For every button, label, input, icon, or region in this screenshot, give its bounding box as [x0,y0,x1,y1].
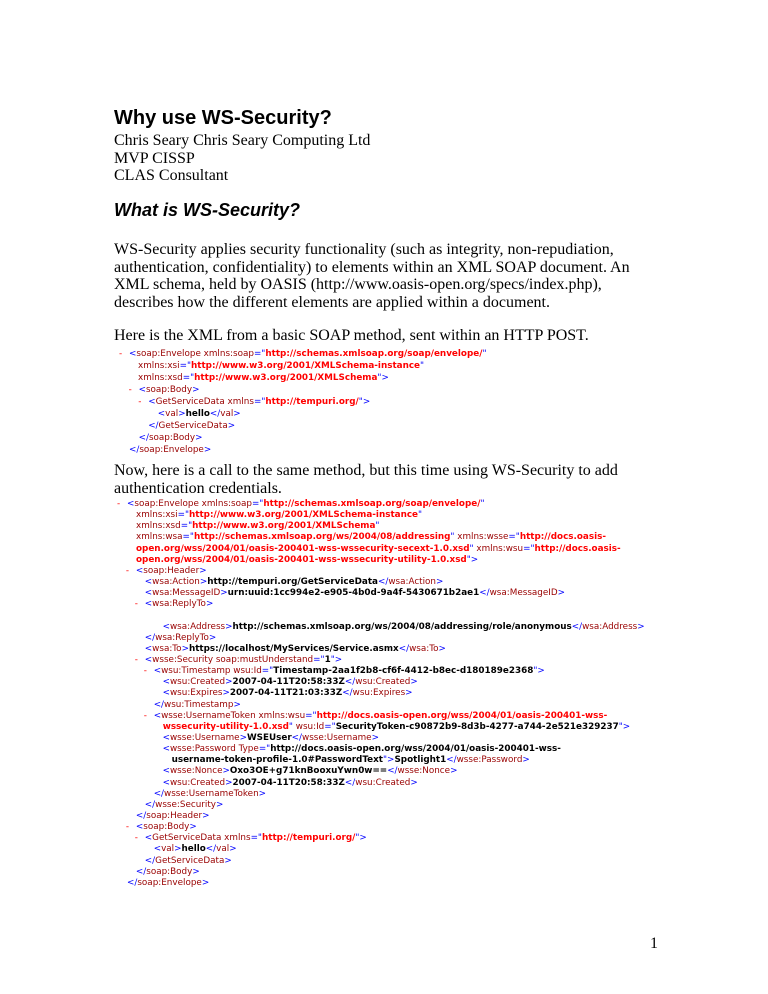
xml-markup: "> [377,373,389,383]
xml-markup: =" [251,499,264,509]
collapse-toggle[interactable]: - [134,599,138,610]
xml-line [0,744,645,755]
xml-markup: < [144,599,153,610]
xml-markup: =" [179,361,191,371]
xml-element-name: wsa:To [152,643,182,654]
xml-line [0,733,645,744]
xml-element-name: soap:Body [145,385,193,395]
xml-line [0,555,645,566]
xml-element-name: wsse:Password [456,755,523,766]
xml-markup: </ [446,755,457,766]
xml-markup: > [192,385,200,395]
collapse-toggle[interactable]: - [134,833,138,844]
xml-markup: < [144,654,153,665]
collapse-toggle[interactable]: - [119,349,123,359]
xml-markup: "> [358,397,371,407]
xml-element-name: val [220,409,234,419]
xml-markup: > [202,810,210,821]
xml-line [0,372,486,384]
xml-markup: > [410,677,418,688]
xml-line [0,755,645,766]
xml-text-value: 2007-04-11T21:03:33Z [229,688,343,699]
xml-attribute-name: xmlns:soap [200,349,254,359]
xml-line [0,878,645,889]
xml-line [0,844,645,855]
xml-text-value: http://schemas.xmlsoap.org/ws/2004/08/addressing/role/anonymous [232,621,572,632]
xml-markup: </ [144,632,156,643]
xml-element-name: wsse:Username [169,732,240,743]
xml-attribute-value: username-token-profile-1.0#PasswordText [171,755,384,766]
xml-markup: < [153,666,162,677]
xml-attribute-name: wsu:Id [292,721,325,732]
author-line: CLAS Consultant [114,167,229,184]
xml-markup: </ [127,877,138,888]
xml-markup: < [153,710,162,721]
xml-element-name: wsu:Created [169,677,226,688]
xml-line [0,811,645,822]
xml-markup: =" [313,654,325,665]
xml-markup: > [522,755,530,766]
xml-markup: " [288,721,293,732]
collapse-toggle[interactable]: - [138,397,142,407]
page-number: 1 [650,935,658,952]
xml-element-name: GetServiceData [155,397,225,407]
xml-markup: > [637,621,645,632]
xml-text-value: hello [185,409,210,419]
xml-line [0,599,645,610]
xml-markup: > [199,565,207,576]
xml-line [0,532,645,543]
xml-markup: "> [355,833,367,844]
xml-markup: < [162,732,170,743]
xml-line [0,408,486,420]
xml-markup: =" [182,532,194,543]
xml-line [0,789,645,800]
xml-element-name: wsu:Timestamp [164,699,234,710]
xml-line [0,384,486,396]
collapse-toggle[interactable]: - [128,385,132,395]
xml-markup: < [162,766,170,777]
xml-element-name: wsa:ReplyTo [155,632,209,643]
xml-text-value: 2007-04-11T20:58:33Z [232,677,345,688]
xml-namespace-value: http://www.w3.org/2001/XMLSchema [194,373,378,383]
xml-markup: > [225,677,233,688]
xml-attribute-value: SecurityToken-c90872b9-8d3b-4277-a744-2e521e329237 [335,721,619,732]
xml-markup: > [410,777,418,788]
xml-element-name: val [216,844,230,855]
xml-attribute-name: xmlns:xsi [136,510,178,521]
xml-element-name: wsse:Security [155,799,217,810]
xml-element-name: GetServiceData [152,833,222,844]
xml-markup: > [174,844,182,855]
xml-line [0,521,645,532]
xml-markup: " [375,521,380,532]
xml-markup: </ [387,766,398,777]
xml-markup: > [189,822,197,833]
xml-element-name: wsse:Nonce [169,766,223,777]
xml-markup: > [557,588,566,599]
xml-markup: "> [533,666,545,677]
xml-line [0,655,645,666]
xml-namespace-value: wssecurity-utility-1.0.xsd [162,721,289,732]
xml-element-name: wsu:Expires [169,688,223,699]
xml-attribute-value: Timestamp-2aa1f2b8-cf6f-4412-b8ec-d180189e2368 [273,666,534,677]
xml-markup: < [162,688,170,699]
xml-markup: > [208,632,217,643]
xml-markup: </ [342,688,353,699]
xml-markup: > [371,732,379,743]
xml-element-name: wsa:Address [169,621,226,632]
xml-element-name: wsa:To [409,643,439,654]
xml-markup: </ [571,621,583,632]
secure-soap-paragraph: Now, here is a call to the same method, but this time using WS-Security to add authentication credentials. [114,462,618,497]
xml-markup: > [201,877,210,888]
xml-markup: "> [383,755,395,766]
xml-markup: </ [153,699,165,710]
xml-line [0,622,645,633]
xml-markup: =" [253,397,266,407]
xml-markup: =" [258,744,271,755]
xml-markup: </ [135,866,147,877]
xml-line [0,644,645,655]
xml-markup: > [233,409,241,419]
xml-element-name: wsse:Username [302,732,372,743]
xml-markup: </ [129,445,140,455]
xml-markup: < [144,588,153,599]
xml-line [0,722,645,733]
xml-markup: > [405,688,413,699]
xml-markup: =" [182,373,195,383]
xml-markup: > [199,576,208,587]
xml-line [0,432,486,444]
xml-attribute-value: 1 [324,654,331,665]
collapse-toggle[interactable]: - [117,499,121,509]
xml-markup: < [127,499,135,509]
xml-markup: < [129,349,137,359]
xml-element-name: val [161,844,175,855]
xml-attribute-name: xmlns:xsd [138,373,183,383]
author-line: MVP CISSP [114,149,195,167]
xml-element-name: wsa:ReplyTo [152,599,206,610]
xml-markup: < [162,621,170,632]
xml-markup: > [203,445,212,455]
collapse-toggle[interactable]: - [125,565,130,576]
xml-element-name: soap:Header [146,810,203,821]
xml-markup: " [469,543,474,554]
xml-line [0,700,645,711]
xml-markup: < [135,822,144,833]
xml-markup: < [144,833,153,844]
xml-listing-ws-security [0,499,645,889]
xml-namespace-value: http://schemas.xmlsoap.org/ws/2004/08/addressing [193,532,451,543]
xml-attribute-name: xmlns:wsse [454,532,509,543]
xml-markup: </ [344,677,356,688]
xml-namespace-value: open.org/wss/2004/01/oasis-200401-wss-wssecurity-secext-1.0.xsd [136,543,470,554]
xml-attribute-value: http://docs.oasis-open.org/wss/2004/01/oasis-200401-wss- [270,744,561,755]
xml-namespace-value: http://tempuri.org/ [265,397,359,407]
xml-markup: </ [148,421,159,431]
xml-markup: > [233,699,241,710]
xml-line [0,833,645,844]
xml-markup: =" [180,521,193,532]
xml-element-name: wsu:Created [355,777,411,788]
xml-markup: </ [377,576,389,587]
xml-markup: < [148,397,156,407]
xml-namespace-value: http://docs.oasis-open.org/wss/2004/01/oasis-200401-wss- [316,710,608,721]
xml-line [0,766,645,777]
xml-markup: > [438,643,446,654]
xml-markup: > [227,421,236,431]
xml-element-name: wsse:Password [169,744,236,755]
collapse-toggle[interactable]: - [125,822,130,833]
xml-text-value: http://tempuri.org/GetServiceData [207,576,378,587]
xml-line [0,633,645,644]
xml-markup: < [138,385,146,395]
xml-namespace-value: http://schemas.xmlsoap.org/soap/envelope/ [265,349,483,359]
xml-markup: " [480,499,485,509]
xml-line [0,348,486,360]
xml-namespace-value: http://docs.oasis- [534,543,621,554]
xml-markup: </ [205,844,217,855]
xml-attribute-name: wsu:Id [230,666,262,677]
xml-text-value: Oxo3OE+g71knBooxuYwn0w== [229,766,388,777]
section-heading: What is WS-Security? [114,200,301,220]
xml-element-name: wsu:Timestamp [161,666,231,677]
xml-element-name: soap:Body [148,433,196,443]
xml-namespace-value: http://schemas.xmlsoap.org/soap/envelope/ [263,499,481,509]
xml-markup: =" [508,532,520,543]
xml-line [0,499,645,510]
xml-markup: </ [144,855,156,866]
xml-markup: > [239,732,247,743]
collapse-toggle[interactable]: - [134,654,138,665]
xml-line [0,566,645,577]
xml-attribute-name: xmlns [224,397,254,407]
xml-markup: > [216,799,224,810]
xml-markup: > [205,599,214,610]
xml-line [0,420,486,432]
xml-markup: > [181,643,189,654]
xml-markup: </ [153,788,165,799]
xml-markup: </ [291,732,303,743]
xml-markup: > [195,433,203,443]
xml-attribute-name: xmlns:xsi [138,361,180,371]
xml-element-name: wsu:Created [169,777,226,788]
xml-markup: < [162,744,170,755]
xml-element-name: wsa:MessageID [152,588,221,599]
xml-markup: < [162,777,170,788]
xml-attribute-name: xmlns:xsd [136,521,181,532]
xml-markup: " [418,510,423,521]
xml-attribute-name: soap:mustUnderstand [213,654,314,665]
xml-element-name: soap:Envelope [136,349,201,359]
xml-attribute-name: xmlns:wsu [255,710,306,721]
xml-markup: =" [324,721,336,732]
xml-markup: " [450,532,455,543]
xml-line [0,800,645,811]
xml-markup: " [482,349,487,359]
xml-markup: > [224,855,232,866]
xml-element-name: wsse:Security [152,654,214,665]
xml-markup: </ [138,433,149,443]
xml-element-name: soap:Header [143,565,200,576]
xml-namespace-value: http://tempuri.org/ [261,833,356,844]
xml-namespace-value: open.org/wss/2004/01/oasis-200401-wss-wssecurity-utility-1.0.xsd [136,554,467,565]
xml-line [0,867,645,878]
xml-line [0,822,645,833]
xml-text-value: hello [181,844,206,855]
xml-attribute-name: xmlns [221,833,251,844]
xml-attribute-name: xmlns:wsu [473,543,524,554]
intro-paragraph: WS-Security applies security functionality (such as integrity, non-repudiation, authentication, confidentiality) to elements within an XML SOAP document. An XML schema, held by OASIS (http://www.oasis-open.org/specs/index.php), describes how the different elements are applied within a document. [114,241,630,311]
xml-attribute-name: xmlns:soap [198,499,252,509]
xml-markup: > [225,621,233,632]
xml-line [0,396,486,408]
xml-line [0,510,645,521]
xml-markup: =" [250,833,262,844]
xml-listing-basic [0,348,486,456]
xml-markup: > [178,409,186,419]
xml-line [0,688,645,699]
xml-markup: < [135,565,144,576]
xml-element-name: wsu:Expires [352,688,406,699]
xml-line [0,577,645,588]
xml-element-name: soap:Body [146,866,193,877]
xml-text-value: urn:uuid:1cc994e2-e905-4b0d-9a4f-5430671b2ae1 [227,588,480,599]
xml-markup: < [153,844,162,855]
xml-markup: =" [253,349,266,359]
xml-markup: < [144,576,153,587]
xml-markup: =" [177,510,189,521]
xml-namespace-value: http://www.w3.org/2001/XMLSchema [192,521,376,532]
xml-element-name: wsu:Created [355,677,411,688]
xml-markup: > [229,844,237,855]
xml-line [0,856,645,867]
xml-element-name: val [165,409,179,419]
xml-element-name: GetServiceData [158,421,228,431]
xml-element-name: wsse:Nonce [397,766,451,777]
xml-line [0,711,645,722]
author-block [114,132,370,185]
xml-line [0,610,645,621]
xml-markup: < [144,643,153,654]
xml-line [0,444,486,456]
xml-markup: </ [144,799,156,810]
xml-namespace-value: http://docs.oasis- [519,532,606,543]
xml-element-name: soap:Envelope [134,499,199,509]
xml-markup: > [222,688,230,699]
author-line: Chris Seary Chris Seary Computing Ltd [114,132,371,149]
xml-element-name: GetServiceData [155,855,225,866]
xml-markup: "> [466,554,479,565]
xml-line [0,544,645,555]
xml-attribute-name: xmlns:wsa [136,532,183,543]
xml-element-name: wsa:MessageID [489,588,558,599]
xml-element-name: wsse:UsernameToken [161,710,256,721]
xml-element-name: wsa:Action [152,576,200,587]
xml-element-name: soap:Body [143,822,190,833]
xml-markup: "> [618,721,631,732]
xml-markup: "> [330,654,343,665]
xml-markup: < [157,409,166,419]
xml-markup: </ [479,588,490,599]
xml-markup: =" [305,710,317,721]
xml-markup: < [162,677,170,688]
xml-text-value: https://localhost/MyServices/Service.asmx [188,643,399,654]
xml-markup: " [420,361,425,371]
xml-attribute-name: Type [235,744,259,755]
xml-text-value: 2007-04-11T20:58:33Z [232,777,345,788]
xml-line [0,778,645,789]
xml-markup: </ [398,643,410,654]
xml-markup: > [222,766,230,777]
xml-element-name: wsa:Address [582,621,638,632]
xml-text-value: Spotlight1 [394,755,447,766]
xml-markup: =" [261,666,274,677]
xml-markup: > [220,588,228,599]
xml-markup: > [436,576,444,587]
collapse-toggle[interactable]: - [143,666,147,677]
xml-line [0,666,645,677]
xml-line [0,677,645,688]
xml-namespace-value: http://www.w3.org/2001/XMLSchema-instance [191,361,421,371]
xml-markup: </ [344,777,356,788]
xml-element-name: wsa:Action [388,576,437,587]
xml-element-name: soap:Envelope [139,445,204,455]
xml-markup: > [192,866,200,877]
xml-markup: </ [209,409,221,419]
xml-markup: > [450,766,458,777]
xml-element-name: wsse:UsernameToken [164,788,259,799]
xml-text-value: WSEUser [246,732,292,743]
collapse-toggle[interactable]: - [143,710,147,721]
xml-line [0,588,645,599]
xml-namespace-value: http://www.w3.org/2001/XMLSchema-instance [189,510,419,521]
xml-line [0,360,486,372]
xml-markup: =" [523,543,535,554]
xml-markup: > [258,788,267,799]
xml-markup: > [225,777,233,788]
xml-element-name: soap:Envelope [137,877,202,888]
document-title: Why use WS-Security? [114,107,332,129]
xml-markup: </ [135,810,147,821]
basic-soap-paragraph: Here is the XML from a basic SOAP method, sent within an HTTP POST. [114,327,589,344]
